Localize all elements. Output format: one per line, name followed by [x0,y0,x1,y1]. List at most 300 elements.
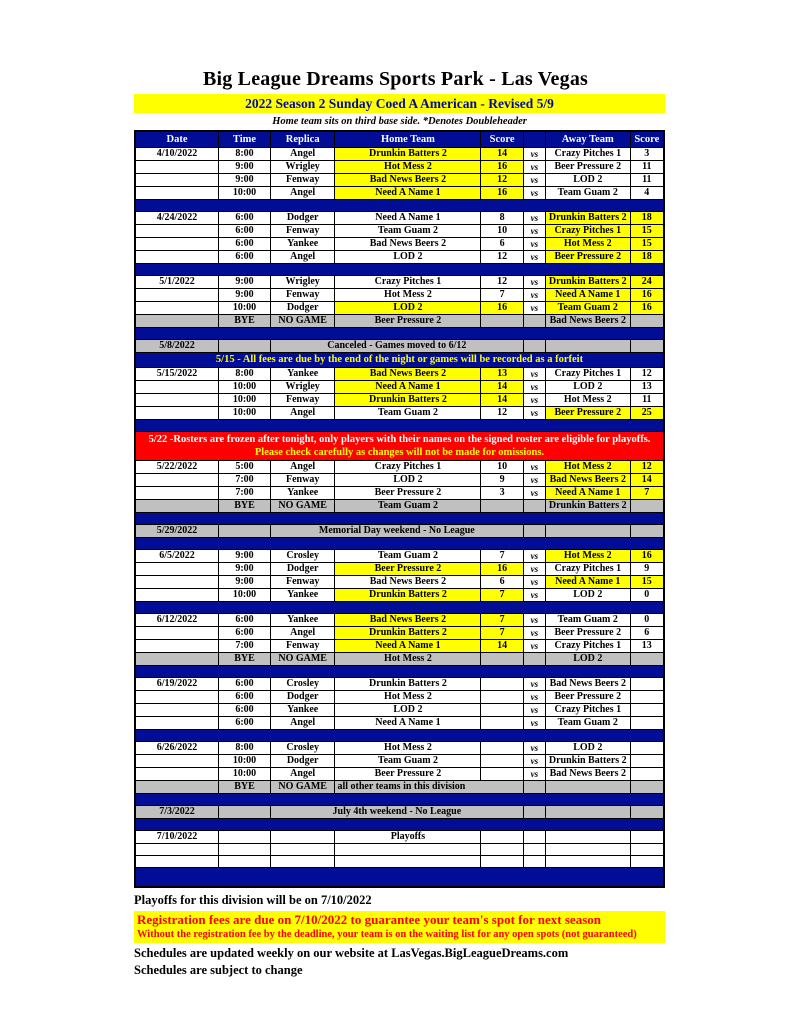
game-time: 9:00 [219,550,271,563]
away-score [630,691,664,704]
home-team: Need A Name 1 [335,381,481,394]
home-score: 14 [481,394,523,407]
bye-row [135,500,664,513]
away-score [630,315,664,328]
bye-label: BYE [219,653,271,666]
home-score [481,742,523,755]
vs-label: vs [523,276,545,289]
game-replica: Angel [270,627,335,640]
game-time: 6:00 [219,627,271,640]
game-row [135,563,664,576]
vs-label: vs [523,289,545,302]
home-score [481,653,523,666]
home-score: 9 [481,474,523,487]
roster-alert-line2: Please check carefully as changes will not be made for omissions. [254,447,545,458]
home-score [481,678,523,691]
away-score: 11 [630,394,664,407]
game-time: 10:00 [219,768,271,781]
away-team: Crazy Pitches 1 [545,368,630,381]
away-team: Beer Pressure 2 [545,407,630,420]
empty-cell [335,844,481,856]
notice-row [135,806,664,819]
away-team: Drunkin Batters 2 [545,276,630,289]
home-team: Crazy Pitches 1 [335,461,481,474]
away-team: Team Guam 2 [545,187,630,200]
separator-bar [135,513,664,525]
vs-cell [523,315,545,328]
away-team: Crazy Pitches 1 [545,640,630,653]
vs-label: vs [523,407,545,420]
away-score: 0 [630,614,664,627]
vs-label: vs [523,576,545,589]
home-team: Beer Pressure 2 [335,315,481,328]
game-time: 10:00 [219,589,271,602]
home-score: 16 [481,161,523,174]
vs-label: vs [523,704,545,717]
vs-label: vs [523,768,545,781]
home-team: Hot Mess 2 [335,289,481,302]
separator-bar [135,819,664,831]
game-time: 6:00 [219,614,271,627]
home-team: Bad News Beers 2 [335,174,481,187]
game-time: 10:00 [219,302,271,315]
away-score [630,768,664,781]
home-team-note: Home team sits on third base side. *Denotes Doubleheader [272,116,527,127]
game-time: 10:00 [219,187,271,200]
empty-cell [523,856,545,868]
fees-banner-row [135,353,664,368]
away-score: 6 [630,627,664,640]
game-time: 6:00 [219,704,271,717]
away-team: LOD 2 [545,742,630,755]
away-team: Hot Mess 2 [545,238,630,251]
vs-label: vs [523,394,545,407]
empty-cell [219,856,271,868]
bye-note-row [135,781,664,794]
home-team: Beer Pressure 2 [335,768,481,781]
away-team [545,781,630,794]
roster-alert-cell [135,432,664,461]
home-score: 7 [481,550,523,563]
separator-bar [135,730,664,742]
header-cell: Score [481,131,523,148]
home-team: Need A Name 1 [335,640,481,653]
game-time: 8:00 [219,148,271,161]
vs-label: vs [523,589,545,602]
no-game-label: NO GAME [270,500,335,513]
vs-label: vs [523,678,545,691]
separator-row [135,420,664,432]
game-row [135,368,664,381]
away-team: Drunkin Batters 2 [545,755,630,768]
home-team: Bad News Beers 2 [335,238,481,251]
home-team: Drunkin Batters 2 [335,394,481,407]
game-date [135,576,219,589]
vs-label: vs [523,474,545,487]
game-replica: Angel [270,251,335,264]
vs-label: vs [523,368,545,381]
vs-label: vs [523,614,545,627]
fees-banner-text: 5/15 - All fees are due by the end of the night or games will be recorded as a forfeit [135,353,664,368]
game-replica: Fenway [270,174,335,187]
home-team: Drunkin Batters 2 [335,627,481,640]
home-team: Bad News Beers 2 [335,368,481,381]
game-date [135,381,219,394]
game-date [135,238,219,251]
game-date: 5/1/2022 [135,276,219,289]
notice-date: 5/29/2022 [135,525,219,538]
home-team: LOD 2 [335,251,481,264]
vs-label: vs [523,627,545,640]
game-time: 7:00 [219,640,271,653]
page-title: Big League Dreams Sports Park - Las Vegas [202,68,589,90]
empty-row [135,844,664,856]
game-row [135,238,664,251]
vs-cell [523,340,545,353]
home-score: 10 [481,225,523,238]
game-row [135,225,664,238]
away-team: Beer Pressure 2 [545,627,630,640]
website-note: Schedules are updated weekly on our website at LasVegas.BigLeagueDreams.com [134,945,569,960]
game-date [135,394,219,407]
game-date [135,302,219,315]
header-cell [523,131,545,148]
game-row [135,487,664,500]
game-row [135,212,664,225]
game-time: 10:00 [219,755,271,768]
vs-cell [523,653,545,666]
notice-date: 7/3/2022 [135,806,219,819]
game-time: 9:00 [219,563,271,576]
home-team: Bad News Beers 2 [335,614,481,627]
game-date [135,704,219,717]
empty-row [135,856,664,868]
game-date: 6/5/2022 [135,550,219,563]
home-team: Team Guam 2 [335,755,481,768]
game-replica: Fenway [270,576,335,589]
notice-time [219,806,271,819]
away-team: Hot Mess 2 [545,461,630,474]
game-replica: Dodger [270,755,335,768]
game-time: 8:00 [219,742,271,755]
game-replica: Crosley [270,550,335,563]
away-team: Beer Pressure 2 [545,691,630,704]
away-team: Team Guam 2 [545,302,630,315]
game-time: 9:00 [219,174,271,187]
home-team: Hot Mess 2 [335,742,481,755]
away-score: 12 [630,368,664,381]
vs-cell [523,500,545,513]
game-time: 9:00 [219,289,271,302]
away-team: Need A Name 1 [545,487,630,500]
game-time: 9:00 [219,576,271,589]
away-team: Team Guam 2 [545,614,630,627]
away-team: LOD 2 [545,589,630,602]
game-date [135,407,219,420]
separator-row [135,730,664,742]
bye-label: BYE [219,500,271,513]
game-time: 10:00 [219,394,271,407]
game-row [135,589,664,602]
game-row [135,755,664,768]
bye-label: BYE [219,315,271,328]
home-team: Hot Mess 2 [335,161,481,174]
game-replica: Dodger [270,563,335,576]
game-row [135,614,664,627]
notice-time [219,525,271,538]
away-team: Hot Mess 2 [545,550,630,563]
game-replica: Angel [270,768,335,781]
away-team: Bad News Beers 2 [545,678,630,691]
header-cell: Replica [270,131,335,148]
home-team: Hot Mess 2 [335,653,481,666]
separator-bar [135,602,664,614]
away-score: 16 [630,550,664,563]
away-score [630,653,664,666]
no-game-label: NO GAME [270,315,335,328]
header-cell: Date [135,131,219,148]
home-score [481,831,523,844]
separator-row [135,513,664,525]
game-time: 6:00 [219,238,271,251]
game-date [135,474,219,487]
playoffs-note: Playoffs for this division will be on 7/10/2022 [134,892,372,907]
game-time: 10:00 [219,381,271,394]
game-date [135,691,219,704]
game-time: 9:00 [219,276,271,289]
game-replica: Yankee [270,704,335,717]
notice-text: Memorial Day weekend - No League [270,525,523,538]
game-replica: Crosley [270,678,335,691]
header-row [135,131,664,148]
separator-bar [135,200,664,212]
home-score: 14 [481,148,523,161]
playoffs-time [219,831,271,844]
away-score [630,742,664,755]
home-score: 10 [481,461,523,474]
away-team [545,831,630,844]
game-date [135,755,219,768]
home-team: Crazy Pitches 1 [335,276,481,289]
game-date [135,589,219,602]
schedule-content [134,94,665,978]
game-date: 4/24/2022 [135,212,219,225]
game-date [135,289,219,302]
home-score: 3 [481,487,523,500]
game-row [135,691,664,704]
game-row [135,717,664,730]
game-date: 5/22/2022 [135,461,219,474]
game-date [135,225,219,238]
game-date [135,187,219,200]
game-row [135,302,664,315]
home-team: Team Guam 2 [335,500,481,513]
game-row [135,704,664,717]
home-team: LOD 2 [335,704,481,717]
game-replica: Angel [270,148,335,161]
schedule-body [135,148,664,887]
game-replica: Yankee [270,238,335,251]
home-team: Hot Mess 2 [335,691,481,704]
separator-row [135,538,664,550]
vs-label: vs [523,755,545,768]
notice-text: July 4th weekend - No League [270,806,523,819]
empty-cell [270,856,335,868]
empty-cell [335,856,481,868]
home-team: Drunkin Batters 2 [335,678,481,691]
playoffs-label: Playoffs [335,831,481,844]
home-team: LOD 2 [335,474,481,487]
home-team: LOD 2 [335,302,481,315]
game-time: 6:00 [219,717,271,730]
away-score: 24 [630,276,664,289]
playoffs-replica [270,831,335,844]
home-team: Drunkin Batters 2 [335,148,481,161]
vs-label: vs [523,302,545,315]
home-score: 16 [481,187,523,200]
game-date [135,487,219,500]
away-score [630,781,664,794]
away-team: Crazy Pitches 1 [545,563,630,576]
away-score: 13 [630,640,664,653]
notice-text: Canceled - Games moved to 6/12 [270,340,523,353]
separator-row [135,328,664,340]
away-team: Drunkin Batters 2 [545,500,630,513]
roster-alert-line1: 5/22 -Rosters are frozen after tonight, only players with their names on the signed roster are eligible for playoffs. [148,434,651,445]
away-score: 7 [630,487,664,500]
game-time: 6:00 [219,251,271,264]
game-row [135,678,664,691]
away-score: 12 [630,461,664,474]
game-date: 4/10/2022 [135,148,219,161]
empty-cell [630,844,664,856]
header-cell: Time [219,131,271,148]
away-score: 3 [630,148,664,161]
vs-label: vs [523,148,545,161]
game-row [135,768,664,781]
game-row [135,394,664,407]
home-score: 12 [481,251,523,264]
vs-cell [523,806,545,819]
bye-note-text: all other teams in this division [335,781,523,794]
empty-cell [630,856,664,868]
season-banner: 2022 Season 2 Sunday Coed A American - Revised 5/9 [134,94,665,113]
bye-row [135,653,664,666]
home-team: Team Guam 2 [335,550,481,563]
away-team: Team Guam 2 [545,717,630,730]
game-row [135,187,664,200]
empty-cell [481,856,523,868]
separator-bar [135,666,664,678]
game-replica: Wrigley [270,381,335,394]
home-score: 7 [481,614,523,627]
registration-line1: Registration fees are due on 7/10/2022 to guarantee your team's spot for next season [137,911,601,927]
away-score [630,806,664,819]
game-time: 6:00 [219,212,271,225]
game-replica: Fenway [270,640,335,653]
away-score: 15 [630,238,664,251]
home-score: 7 [481,627,523,640]
game-replica: Yankee [270,368,335,381]
separator-bar [135,794,664,806]
separator-bar [135,264,664,276]
game-row [135,407,664,420]
no-game-label: NO GAME [270,653,335,666]
away-team: Drunkin Batters 2 [545,212,630,225]
away-team: Crazy Pitches 1 [545,704,630,717]
home-team: Team Guam 2 [335,225,481,238]
game-replica: Wrigley [270,161,335,174]
game-date [135,768,219,781]
home-team: Beer Pressure 2 [335,487,481,500]
game-replica: Angel [270,717,335,730]
away-score: 11 [630,174,664,187]
game-date [135,174,219,187]
home-team: Drunkin Batters 2 [335,589,481,602]
schedule-table [134,130,665,888]
away-team [545,340,630,353]
separator-row [135,200,664,212]
home-team: Team Guam 2 [335,407,481,420]
home-score [481,755,523,768]
away-score [630,755,664,768]
footer [134,893,665,978]
game-row [135,461,664,474]
game-replica: Angel [270,187,335,200]
registration-notice [134,911,665,943]
home-score: 6 [481,238,523,251]
away-team: Need A Name 1 [545,289,630,302]
game-time: 7:00 [219,474,271,487]
game-row [135,251,664,264]
home-score: 8 [481,212,523,225]
away-team: Beer Pressure 2 [545,251,630,264]
notice-row [135,340,664,353]
game-replica: Yankee [270,487,335,500]
home-score [481,717,523,730]
away-score [630,500,664,513]
game-replica: Fenway [270,289,335,302]
empty-cell [523,844,545,856]
away-team [545,525,630,538]
home-team: Bad News Beers 2 [335,576,481,589]
away-score: 18 [630,251,664,264]
away-team [545,806,630,819]
vs-label: vs [523,461,545,474]
empty-cell [481,844,523,856]
away-score: 9 [630,563,664,576]
away-score [630,340,664,353]
away-team: Need A Name 1 [545,576,630,589]
home-score: 16 [481,563,523,576]
home-team: Need A Name 1 [335,187,481,200]
game-date [135,563,219,576]
away-score: 25 [630,407,664,420]
away-score [630,678,664,691]
game-date [135,717,219,730]
header-cell: Home Team [335,131,481,148]
away-team: LOD 2 [545,381,630,394]
bye-date [135,315,219,328]
game-time: 6:00 [219,691,271,704]
vs-label: vs [523,238,545,251]
game-date [135,161,219,174]
home-score: 12 [481,174,523,187]
away-team: LOD 2 [545,174,630,187]
game-date: 6/26/2022 [135,742,219,755]
game-row [135,148,664,161]
game-row [135,276,664,289]
